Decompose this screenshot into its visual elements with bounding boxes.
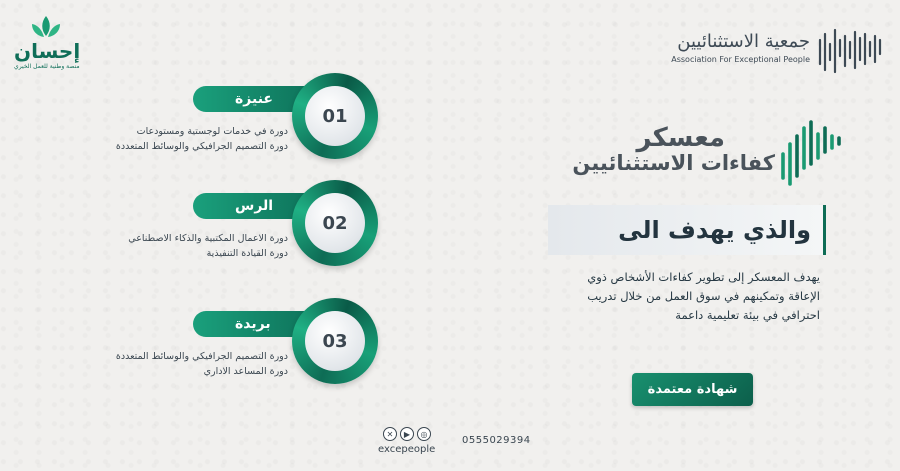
ihsan-leaf-icon <box>26 14 66 40</box>
course-item: دورة في خدمات لوجستية ومستودعات <box>136 126 288 137</box>
camp-title <box>545 118 845 190</box>
location-number-1: 01 <box>305 86 365 146</box>
course-item: دورة المساعد الاداري <box>203 366 288 377</box>
location-number-ring-2 <box>292 180 378 266</box>
association-name-ar: جمعية الاستثنائيين <box>677 31 810 52</box>
x-icon[interactable]: ✕ <box>383 427 397 441</box>
location-city-1: عنيزة <box>193 86 335 112</box>
course-item: دورة القيادة التنفيذية <box>206 248 288 259</box>
certificate-button[interactable]: شهادة معتمدة <box>632 373 753 406</box>
location-city-3: بريدة <box>193 311 335 337</box>
location-courses-3 <box>58 349 288 379</box>
instagram-icon[interactable]: ◎ <box>417 427 431 441</box>
ihsan-logo <box>14 14 81 70</box>
course-item: دورة التصميم الجرافيكي والوسائط المتعددة <box>115 351 288 362</box>
location-number-3: 03 <box>305 311 365 371</box>
camp-bars-icon <box>779 118 845 190</box>
location-card-3 <box>0 298 400 398</box>
course-item: دورة التصميم الجرافيكي والوسائط المتعددة <box>115 141 288 152</box>
aim-heading: والذي يهدف الى <box>548 205 826 255</box>
location-courses-2 <box>58 231 288 261</box>
association-name-en: Association For Exceptional People <box>671 55 810 64</box>
youtube-icon[interactable]: ▶ <box>400 427 414 441</box>
aim-description: يهدف المعسكر إلى تطوير كفاءات الأشخاص ذوي الإعاقة وتمكينهم في سوق العمل من خلال تدريب احترافي في بيئة تعليمية داعمة <box>587 270 820 322</box>
association-bars-icon <box>816 20 886 76</box>
location-card-2 <box>0 180 400 280</box>
phone-number: 0555029394 <box>462 435 531 446</box>
location-number-2: 02 <box>305 193 365 253</box>
location-number-ring-3 <box>292 298 378 384</box>
social-handle: excepeople <box>378 444 436 455</box>
social-icons <box>383 427 431 441</box>
ihsan-name: إحسان <box>14 39 81 63</box>
location-card-1 <box>0 73 400 173</box>
association-logo <box>671 20 886 76</box>
course-item: دورة الاعمال المكتبية والذكاء الاصطناعي <box>128 233 288 244</box>
camp-title-word1: معسكر <box>636 123 725 153</box>
location-courses-1 <box>58 124 288 154</box>
camp-title-word2: كفاءات الاستثنائيين <box>572 151 775 175</box>
ihsan-tagline: منصة وطنية للعمل الخيري <box>14 63 80 70</box>
location-city-2: الرس <box>193 193 335 219</box>
location-number-ring-1 <box>292 73 378 159</box>
